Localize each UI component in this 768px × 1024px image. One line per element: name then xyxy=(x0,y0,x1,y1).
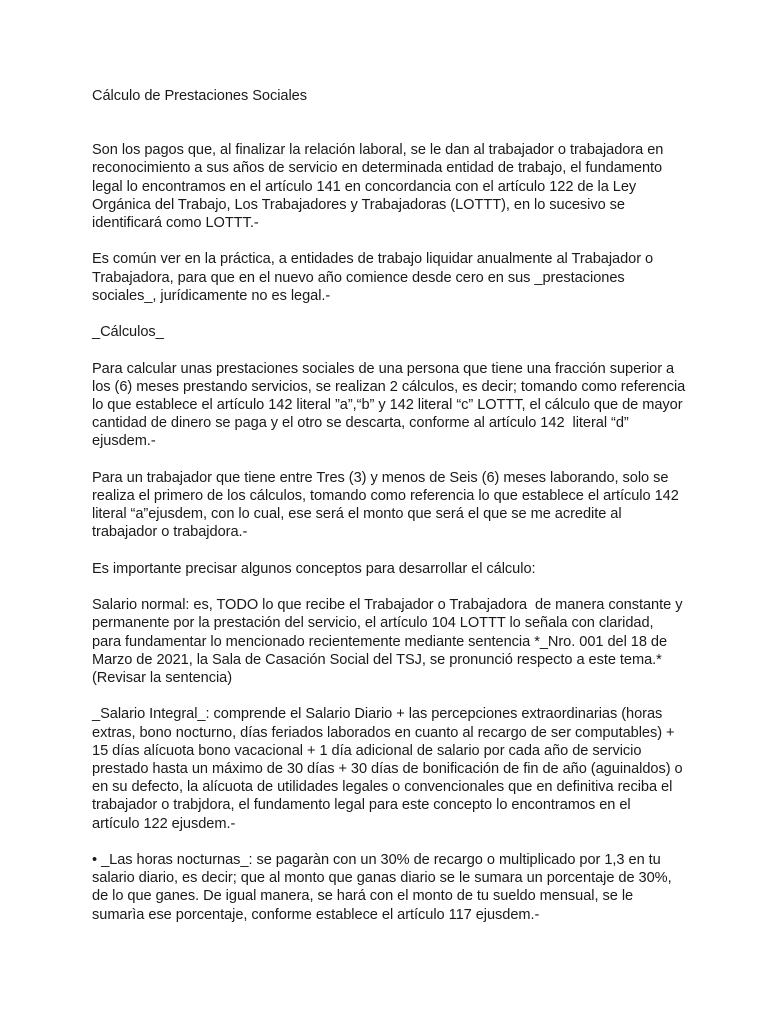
paragraph-line: de lo que ganes. De igual manera, se hará con el monto de tu sueldo mensual, se le xyxy=(92,888,634,905)
paragraph-line: ejusdem.- xyxy=(92,433,156,450)
paragraph-6 xyxy=(92,560,677,578)
paragraph-line: Marzo de 2021, la Sala de Casación Social del TSJ, se pronunció respecto a este tema.* xyxy=(92,651,662,668)
paragraph-line: Orgánica del Trabajo, Los Trabajadores y Trabajadoras (LOTTT), en lo sucesivo se xyxy=(92,196,625,213)
paragraph-line: trabajador o trabajdora.- xyxy=(92,524,248,541)
paragraph-line: sumarìa ese porcentaje, conforme establece el artículo 117 ejusdem.- xyxy=(92,906,540,923)
paragraph-3 xyxy=(92,323,677,341)
paragraph-8 xyxy=(92,705,683,832)
paragraph-line: sociales_, jurídicamente no es legal.- xyxy=(92,287,331,304)
paragraph-line: cantidad de dinero se paga y el otro se descarta, conforme al artículo 142 literal “d” xyxy=(92,415,629,432)
paragraph-line: Es importante precisar algunos conceptos para desarrollar el cálculo: xyxy=(92,560,536,577)
paragraph-line: literal “a”ejusdem, con lo cual, ese será el monto que será el que se me acredite al xyxy=(92,506,622,523)
paragraph-line: reconocimiento a sus años de servicio en determinada entidad de trabajo, el fundamento xyxy=(92,160,663,177)
paragraph-line: para fundamentar lo mencionado recientemente mediante sentencia *_Nro. 001 del 18 de xyxy=(92,633,668,650)
paragraph-line: trabajador o trabjdora, el fundamento legal para este concepto lo encontramos en el xyxy=(92,797,631,814)
paragraph-line: permanente por la prestación del servicio, el artículo 104 LOTTT lo señala con claridad, xyxy=(92,615,654,632)
paragraph-line: Salario normal: es, TODO lo que recibe el Trabajador o Trabajadora de manera constante y xyxy=(92,597,683,614)
paragraph-line: Trabajadora, para que en el nuevo año comience desde cero en sus _prestaciones xyxy=(92,269,625,286)
paragraph-line: en su defecto, la alícuota de utilidades legales o convencionales que en definitiva reciba el xyxy=(92,779,673,796)
paragraph-line: Es común ver en la práctica, a entidades de trabajo liquidar anualmente al Trabajador o xyxy=(92,251,654,268)
paragraph-line: 15 días alícuota bono vacacional + 1 día adicional de salario por cada año de servicio xyxy=(92,742,642,759)
paragraph-line: extras, bono nocturno, días feriados laborados en cuanto al recargo de ser computables) + xyxy=(92,724,675,741)
paragraph-line: (Revisar la sentencia) xyxy=(92,670,233,686)
paragraph-9 xyxy=(92,851,677,924)
paragraph-line: artículo 122 ejusdem.- xyxy=(92,815,236,832)
paragraph-line: _Cálculos_ xyxy=(92,324,164,341)
paragraph-line: prestado hasta un máximo de 30 días + 30 días de bonificación de fin de año (aguinaldos) o xyxy=(92,761,683,777)
paragraph-line: Para calcular unas prestaciones sociales de una persona que tiene una fracción superior a xyxy=(92,360,675,377)
paragraph-line: _Salario Integral_: comprende el Salario Diario + las percepciones extraordinarias (horas xyxy=(92,706,663,723)
paragraph-line: Son los pagos que, al finalizar la relación laboral, se le dan al trabajador o trabajadora en xyxy=(92,142,664,159)
paragraph-line: salario diario, es decir; que al monto que ganas diario se le sumara un porcentaje de 30%, xyxy=(92,870,672,887)
paragraph-line: realiza el primero de los cálculos, tomando como referencia lo que establece el artículo 142 xyxy=(92,488,679,504)
paragraph-line: legal lo encontramos en el artículo 141 en concordancia con el artículo 122 de la Ley xyxy=(92,178,637,195)
paragraph-line: identificará como LOTTT.- xyxy=(92,215,259,232)
paragraph-7 xyxy=(92,596,683,687)
document-page xyxy=(92,87,686,942)
document-title: Cálculo de Prestaciones Sociales xyxy=(92,88,307,104)
paragraph-line: los (6) meses prestando servicios, se realizan 2 cálculos, es decir; tomando como referencia xyxy=(92,378,686,395)
paragraph-1 xyxy=(92,141,677,232)
paragraph-line: • _Las horas nocturnas_: se pagaràn con un 30% de recargo o multiplicado por 1,3 en tu xyxy=(92,852,661,868)
paragraph-4 xyxy=(92,360,686,451)
paragraph-line: lo que establece el artículo 142 literal ”a”,“b” y 142 literal “c” LOTTT, el cálculo que de mayor xyxy=(92,397,683,413)
paragraph-5 xyxy=(92,469,677,542)
document-body xyxy=(92,141,686,924)
paragraph-2 xyxy=(92,250,677,305)
paragraph-line: Para un trabajador que tiene entre Tres (3) y menos de Seis (6) meses laborando, solo se xyxy=(92,469,669,486)
